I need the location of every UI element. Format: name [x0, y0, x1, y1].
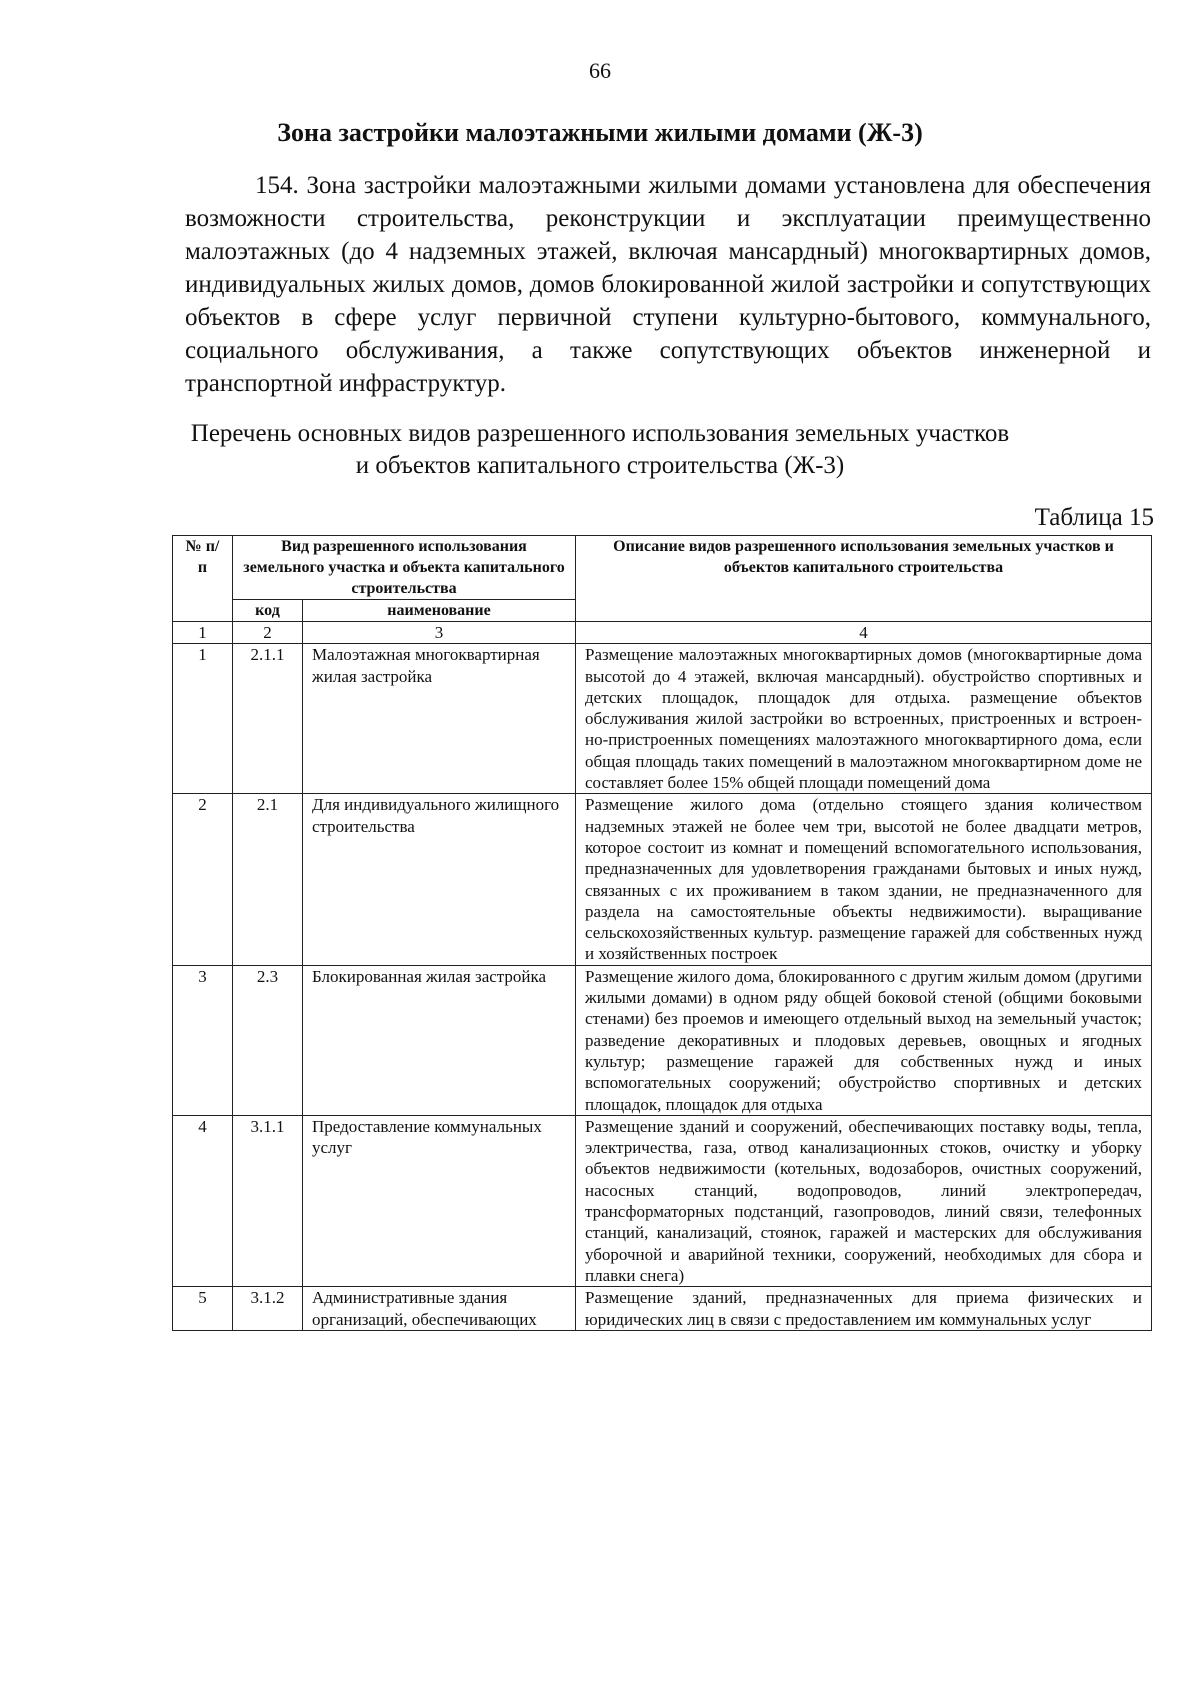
row-code: 2.1.1 — [233, 644, 303, 794]
row-num: 4 — [173, 1115, 233, 1286]
header-num: № п/п — [173, 536, 233, 622]
land-use-table — [172, 535, 1152, 1331]
header-desc: Описание видов разрешенного использования земельных участков и объектов капитального строительства — [576, 536, 1152, 622]
row-name: Малоэтажная многоквартирная жилая застройка — [303, 644, 576, 794]
column-number: 4 — [576, 622, 1152, 644]
column-number: 2 — [233, 622, 303, 644]
row-desc: Размещение малоэтажных многоквартирных домов (многоквартирные дома высотой до 4 этажей, включая мансардный). обустройство спортивных и детских площадок, площадок для отдыха. размещение объектов обслуживания жилой застройки во встроенных, пристроенных и встроен-но-пристроенных помещениях малоэтажного многоквартирного дома, если общая площадь таких помещений в малоэтажном многоквартирном доме не составляет более 15% общей площади помещений дома — [576, 644, 1152, 794]
column-number: 1 — [173, 622, 233, 644]
row-code: 2.1 — [233, 794, 303, 965]
row-name: Блокированная жилая застройка — [303, 965, 576, 1115]
row-name: Предоставление коммунальных услуг — [303, 1115, 576, 1286]
table-row — [173, 644, 1152, 794]
header-kind: Вид разрешенного использования земельного участка и объекта капитального строительства — [233, 536, 576, 600]
table-row — [173, 794, 1152, 965]
paragraph-154 — [185, 169, 1151, 400]
page-number: 66 — [589, 58, 611, 83]
table-caption: Таблица 15 — [1034, 504, 1154, 531]
row-name: Административные здания организаций, обеспечивающих — [303, 1287, 576, 1331]
column-numbers-row — [173, 622, 1152, 644]
row-desc: Размещение жилого дома, блокированного с другим жилым домом (другими жилыми домами) в одном ряду общей боковой стеной (общими боковыми стенами) без проемов и имеющего отдельный выход на земельный участок; разведение декоративных и плодовых деревьев, овощных и ягодных культур; размещение гаражей для собственных нужд и иных вспомогательных сооружений; обустройство спортивных и детских площадок, площадок для отдыха — [576, 965, 1152, 1115]
list-title-line-1: Перечень основных видов разрешенного использования земельных участков — [190, 420, 1010, 447]
row-num: 5 — [173, 1287, 233, 1331]
table-row — [173, 1115, 1152, 1286]
row-num: 2 — [173, 794, 233, 965]
row-num: 3 — [173, 965, 233, 1115]
header-name: наименование — [303, 600, 576, 622]
paragraph-text: 154. Зона застройки малоэтажными жилыми домами установлена для обеспечения возможности строительства, реконструкции и эксплуатации преимущественно малоэтажных (до 4 надземных этажей, включая мансардный) многоквартирных домов, индивидуальных жилых домов, домов блокированной жилой застройки и сопутствующих объектов в сфере услуг первичной ступени культурно-бытового, коммунального, социального обслуживания, а также сопутствующих объектов инженерной и транспортной инфраструктур. — [185, 172, 1151, 397]
table-row — [173, 965, 1152, 1115]
row-num: 1 — [173, 644, 233, 794]
list-title — [120, 418, 1080, 482]
row-code: 3.1.2 — [233, 1287, 303, 1331]
header-code: код — [233, 600, 303, 622]
row-code: 3.1.1 — [233, 1115, 303, 1286]
row-code: 2.3 — [233, 965, 303, 1115]
column-number: 3 — [303, 622, 576, 644]
list-title-line-2: и объектов капитального строительства (Ж-3) — [355, 452, 845, 479]
row-desc: Размещение зданий, предназначенных для приема физических и юридических лиц в связи с предоставлением им коммунальных услуг — [576, 1287, 1152, 1331]
row-name: Для индивидуального жилищного строительства — [303, 794, 576, 965]
section-title: Зона застройки малоэтажными жилыми домами (Ж-3) — [277, 118, 923, 147]
row-desc: Размещение зданий и сооружений, обеспечивающих поставку воды, тепла, электричества, газа, отвод канализационных стоков, очистку и уборку объектов недвижимости (котельных, водозаборов, очистных сооружений, насосных станций, водопроводов, линий электропередач, трансформаторных подстанций, газопроводов, линий связи, телефонных станций, канализаций, стоянок, гаражей и мастерских для обслуживания уборочной и аварийной техники, сооружений, необходимых для сбора и плавки снега) — [576, 1115, 1152, 1286]
row-desc: Размещение жилого дома (отдельно стоящего здания количеством надземных этажей не более чем три, высотой не более двадцати метров, которое состоит из комнат и помещений вспомогательного использования, предназначенных для удовлетворения гражданами бытовых и иных нужд, связанных с их проживанием в таком здании, не предназначенного для раздела на самостоятельные объекты недвижимости). выращивание сельскохозяйственных культур. размещение гаражей для собственных нужд и хозяйственных построек — [576, 794, 1152, 965]
table-row — [173, 1287, 1152, 1331]
